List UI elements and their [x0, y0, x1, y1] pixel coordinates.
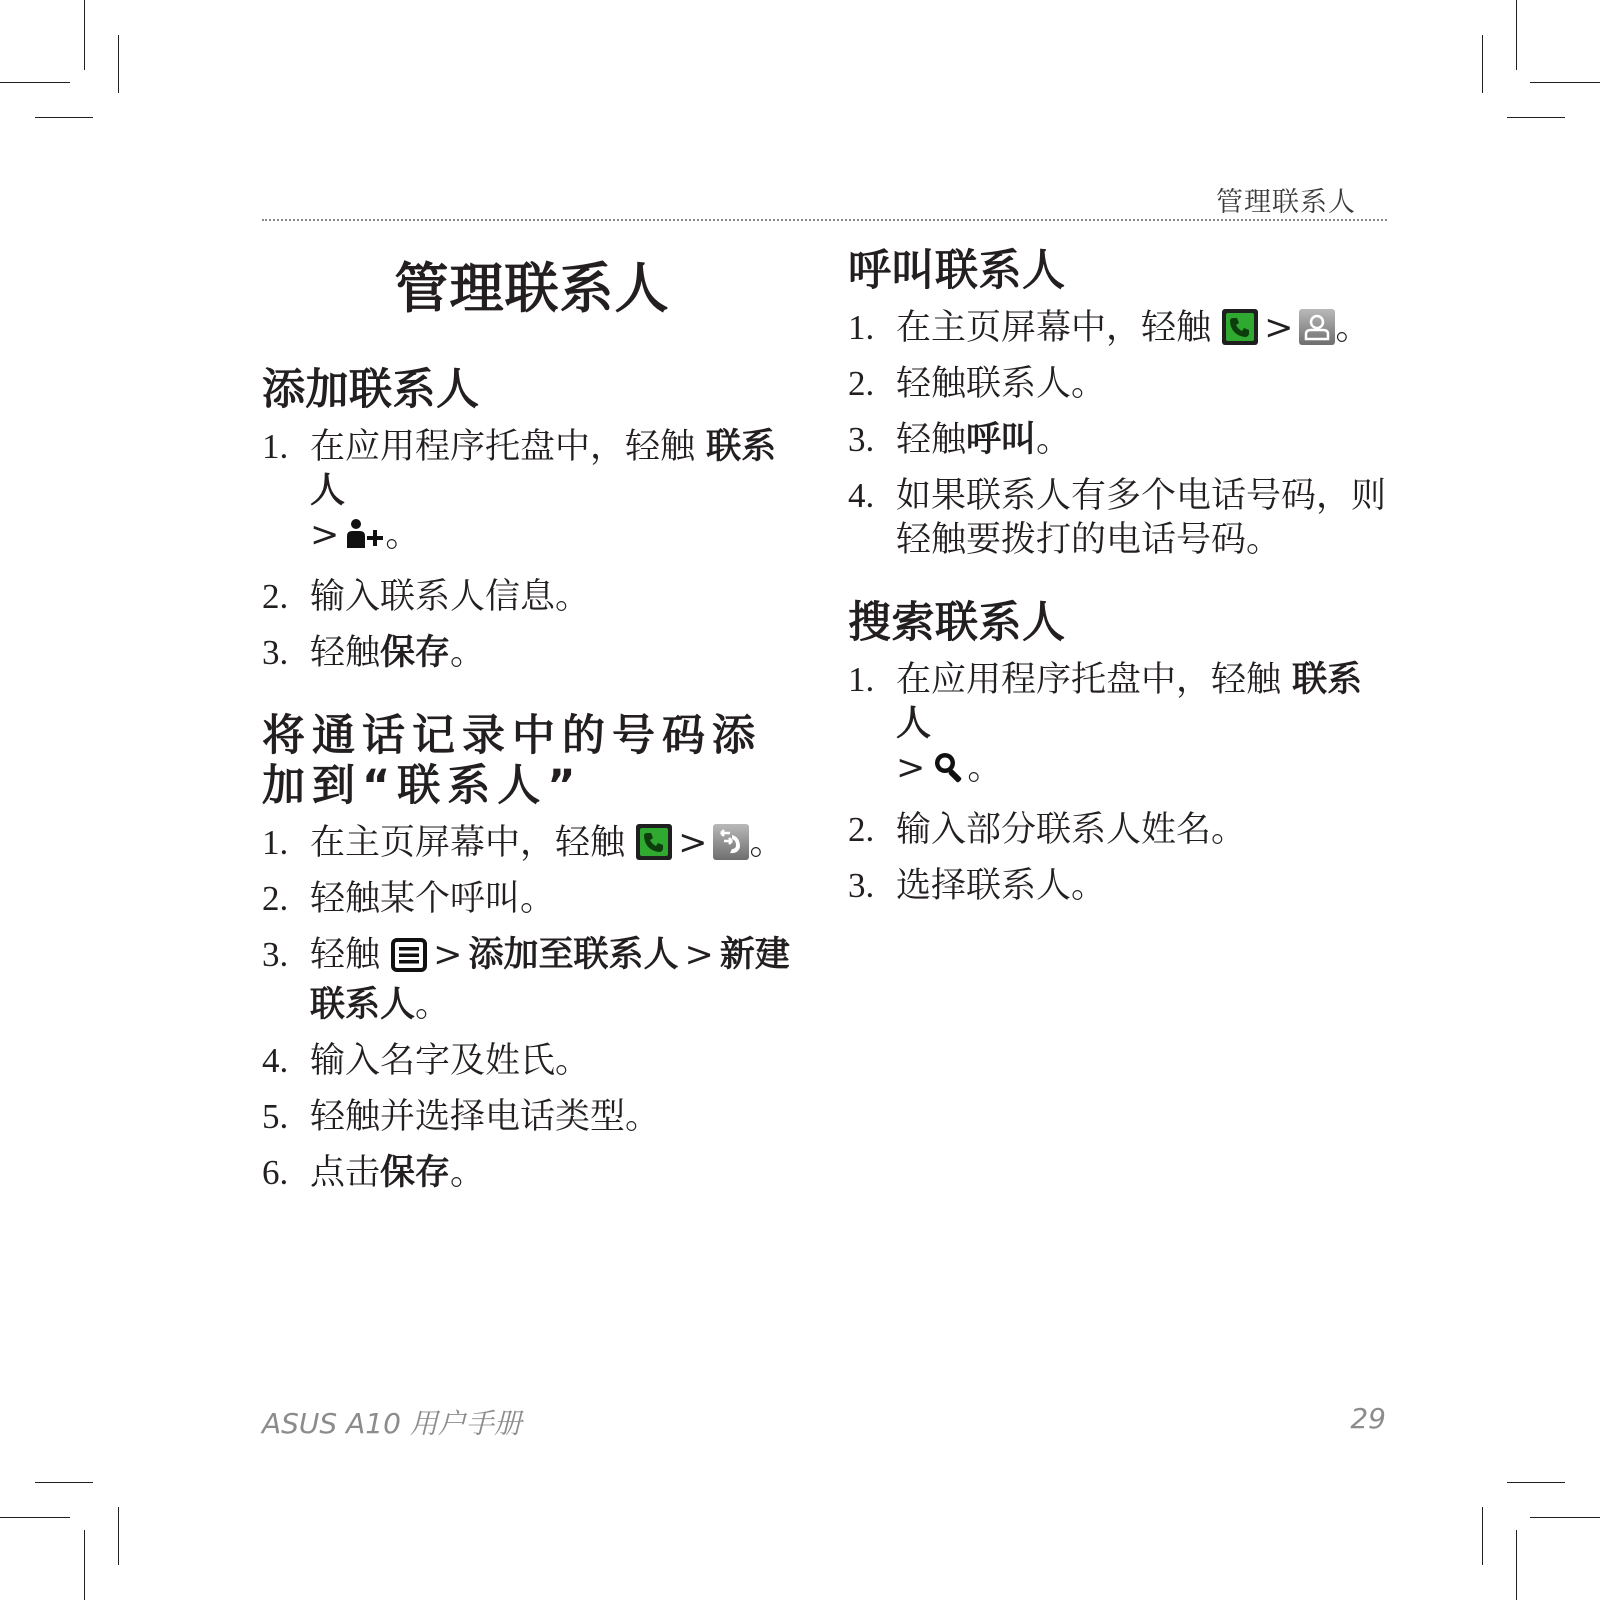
step-number: 6. — [262, 1153, 289, 1192]
step-separator: > — [896, 748, 926, 788]
step-bold: 保存 — [380, 1153, 451, 1193]
step-text: 轻触某个呼叫。 — [310, 879, 556, 919]
step-number: 1. — [262, 823, 289, 862]
list-item — [262, 821, 802, 865]
running-header: 管理联系人 — [1216, 187, 1356, 218]
phone-icon — [1222, 309, 1258, 345]
step-number: 4. — [262, 1041, 289, 1080]
step-text: 轻触 — [310, 935, 392, 975]
add-contact-steps — [262, 425, 802, 675]
step-bold: 保存 — [380, 633, 451, 673]
step-number: 2. — [262, 879, 289, 918]
crop-mark — [118, 1507, 119, 1565]
step-text: 轻触 — [310, 633, 381, 673]
step-number: 4. — [848, 476, 875, 515]
search-contact-steps — [848, 658, 1388, 908]
step-bold: 呼叫 — [966, 420, 1037, 460]
crop-mark — [1507, 117, 1565, 118]
crop-mark — [0, 1517, 70, 1518]
list-item — [262, 1039, 802, 1083]
list-item — [848, 418, 1388, 462]
step-text: 输入名字及姓氏。 — [310, 1041, 591, 1081]
step-number: 3. — [262, 935, 289, 974]
page-title: 管理联系人 — [394, 256, 670, 320]
crop-mark — [1530, 82, 1600, 83]
crop-mark — [84, 1530, 85, 1600]
section-title-add-contact: 添加联系人 — [262, 365, 480, 415]
left-column — [262, 236, 802, 1231]
step-text: 点击 — [310, 1153, 381, 1193]
step-number: 1. — [848, 660, 875, 699]
step-number: 1. — [848, 308, 875, 347]
call-contact-steps — [848, 306, 1388, 562]
footer-manual-title: ASUS A10 用户手册 — [262, 1407, 522, 1440]
list-item — [848, 362, 1388, 406]
step-text: 在主页屏幕中，轻触 — [896, 308, 1223, 348]
step-bold: 联系人 — [896, 660, 1363, 744]
step-text: 在应用程序托盘中，轻触 — [896, 660, 1293, 700]
step-end: 。 — [749, 823, 785, 863]
step-text: 在应用程序托盘中，轻触 — [310, 427, 707, 467]
step-text: 轻触并选择电话类型。 — [310, 1097, 661, 1137]
step-number: 3. — [848, 420, 875, 459]
step-number: 3. — [262, 633, 289, 672]
step-separator: > — [433, 935, 463, 975]
right-column — [848, 236, 1388, 944]
list-item — [848, 306, 1388, 350]
step-text: 选择联系人。 — [896, 866, 1107, 906]
page-number: 29 — [1350, 1402, 1386, 1435]
section-title-search-contact: 搜索联系人 — [848, 598, 1066, 648]
call-log-icon — [713, 824, 749, 860]
crop-mark — [1482, 35, 1483, 93]
step-end: 。 — [967, 748, 1003, 788]
add-contact-icon — [345, 516, 385, 563]
crop-mark — [84, 0, 85, 70]
step-separator: > — [1264, 308, 1294, 348]
list-item — [848, 474, 1388, 562]
step-end: 。 — [1036, 420, 1072, 460]
list-item — [262, 575, 802, 619]
crop-mark — [35, 117, 93, 118]
crop-mark — [0, 82, 70, 83]
step-number: 5. — [262, 1097, 289, 1136]
step-number: 3. — [848, 866, 875, 905]
step-end: 。 — [1335, 308, 1371, 348]
step-number: 2. — [848, 810, 875, 849]
step-end: 。 — [415, 985, 451, 1025]
list-item — [262, 1151, 802, 1195]
list-item — [262, 1095, 802, 1139]
crop-mark — [1530, 1517, 1600, 1518]
add-from-log-steps — [262, 821, 802, 1195]
list-item — [262, 425, 802, 563]
step-bold: 添加至联系人 — [468, 935, 679, 975]
step-separator: > — [684, 935, 714, 975]
step-end: 。 — [450, 1153, 486, 1193]
person-icon — [1299, 309, 1335, 345]
step-separator: > — [678, 823, 708, 863]
list-item — [848, 864, 1388, 908]
step-text: 输入联系人信息。 — [310, 577, 591, 617]
crop-mark — [35, 1482, 93, 1483]
list-item — [262, 631, 802, 675]
step-text: 如果联系人有多个电话号码，则轻触要拨打的电话号码。 — [896, 476, 1387, 560]
menu-icon — [391, 938, 427, 983]
crop-mark — [1516, 1530, 1517, 1600]
list-item — [262, 877, 802, 921]
step-number: 1. — [262, 427, 289, 466]
step-number: 2. — [262, 577, 289, 616]
search-icon — [931, 749, 967, 796]
list-item — [848, 658, 1388, 796]
list-item — [262, 933, 802, 1027]
step-number: 2. — [848, 364, 875, 403]
step-text: 输入部分联系人姓名。 — [896, 810, 1247, 850]
step-text: 轻触联系人。 — [896, 364, 1107, 404]
crop-mark — [118, 35, 119, 93]
step-end: 。 — [450, 633, 486, 673]
step-bold: 新建联系人 — [310, 935, 790, 1025]
step-separator: > — [310, 515, 340, 555]
step-text: 在主页屏幕中，轻触 — [310, 823, 637, 863]
crop-mark — [1507, 1482, 1565, 1483]
list-item — [848, 808, 1388, 852]
section-title-add-from-log: 将通话记录中的号码添加到“联系人” — [262, 711, 762, 811]
phone-icon — [636, 824, 672, 860]
crop-mark — [1482, 1507, 1483, 1565]
header-rule — [262, 219, 1387, 221]
step-text: 轻触 — [896, 420, 967, 460]
step-bold: 联系人 — [310, 427, 777, 511]
section-title-call-contact: 呼叫联系人 — [848, 246, 1066, 296]
step-end: 。 — [385, 515, 421, 555]
crop-mark — [1516, 0, 1517, 70]
